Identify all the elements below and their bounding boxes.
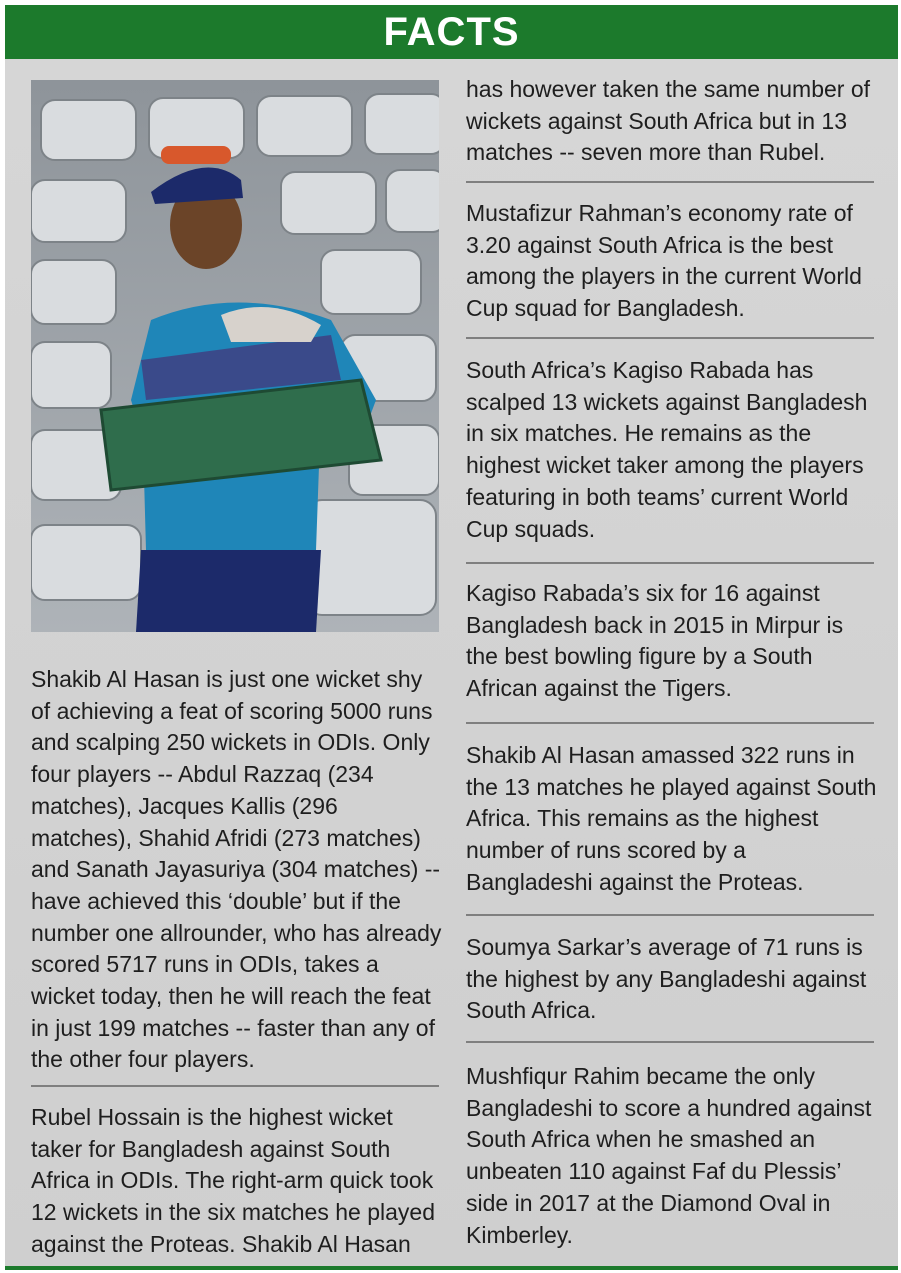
player-photo [31, 80, 439, 632]
fact-rabada-bowling: Kagiso Rabada’s six for 16 against Bangladesh back in 2015 in Mirpur is the best bowling figure by a South African against the Tigers. [466, 580, 844, 702]
fact-shakib-runs: Shakib Al Hasan amassed 322 runs in the 13 matches he played against South Africa. This remains as the highest number of runs scored by a Bangladeshi against the Proteas. [466, 742, 877, 895]
divider [466, 914, 874, 916]
fact-mustafizur-economy: Mustafizur Rahman’s economy rate of 3.20 against South Africa is the best among the players in the current World Cup squad for Bangladesh. [466, 200, 862, 322]
fact-rubel-wickets: Rubel Hossain is the highest wicket taker for Bangladesh against South Africa in ODIs. The right-arm quick took 12 wickets in the six matches he played against the Proteas. Shakib Al Hasan [31, 1104, 435, 1257]
page-title: FACTS [5, 5, 898, 59]
divider [466, 337, 874, 339]
bottom-rule [5, 1266, 898, 1270]
divider [466, 181, 874, 183]
fact-soumya-average: Soumya Sarkar’s average of 71 runs is the highest by any Bangladeshi against South Africa. [466, 934, 867, 1024]
divider [466, 562, 874, 564]
fact-shakib-wickets-cont: has however taken the same number of wickets against South Africa but in 13 matches -- seven more than Rubel. [466, 76, 871, 166]
divider [466, 1041, 874, 1043]
fact-rabada-wickets: South Africa’s Kagiso Rabada has scalped 13 wickets against Bangladesh in six matches. He remains as the highest wicket taker among the players featuring in both teams’ current World Cup squads. [466, 357, 868, 542]
divider [31, 1085, 439, 1087]
divider [466, 722, 874, 724]
fact-shakib-double: Shakib Al Hasan is just one wicket shy of achieving a feat of scoring 5000 runs and scalping 250 wickets in ODIs. Only four players -- Abdul Razzaq (234 matches), Jacques Kallis (296 matches), Shahid Afridi (273 matches) and Sanath Jayasuriya (304 matches) -- have achieved this ‘double’ but if the number one allrounder, who has already scored 5717 runs in ODIs, takes a wicket today, then he will reach the feat in just 199 matches -- faster than any of the other four players. [31, 666, 442, 1073]
fact-mushfiqur-hundred: Mushfiqur Rahim became the only Bangladeshi to score a hundred against South Africa when he smashed an unbeaten 110 against Faf du Plessis’ side in 2017 at the Diamond Oval in Kimberley. [466, 1063, 872, 1248]
